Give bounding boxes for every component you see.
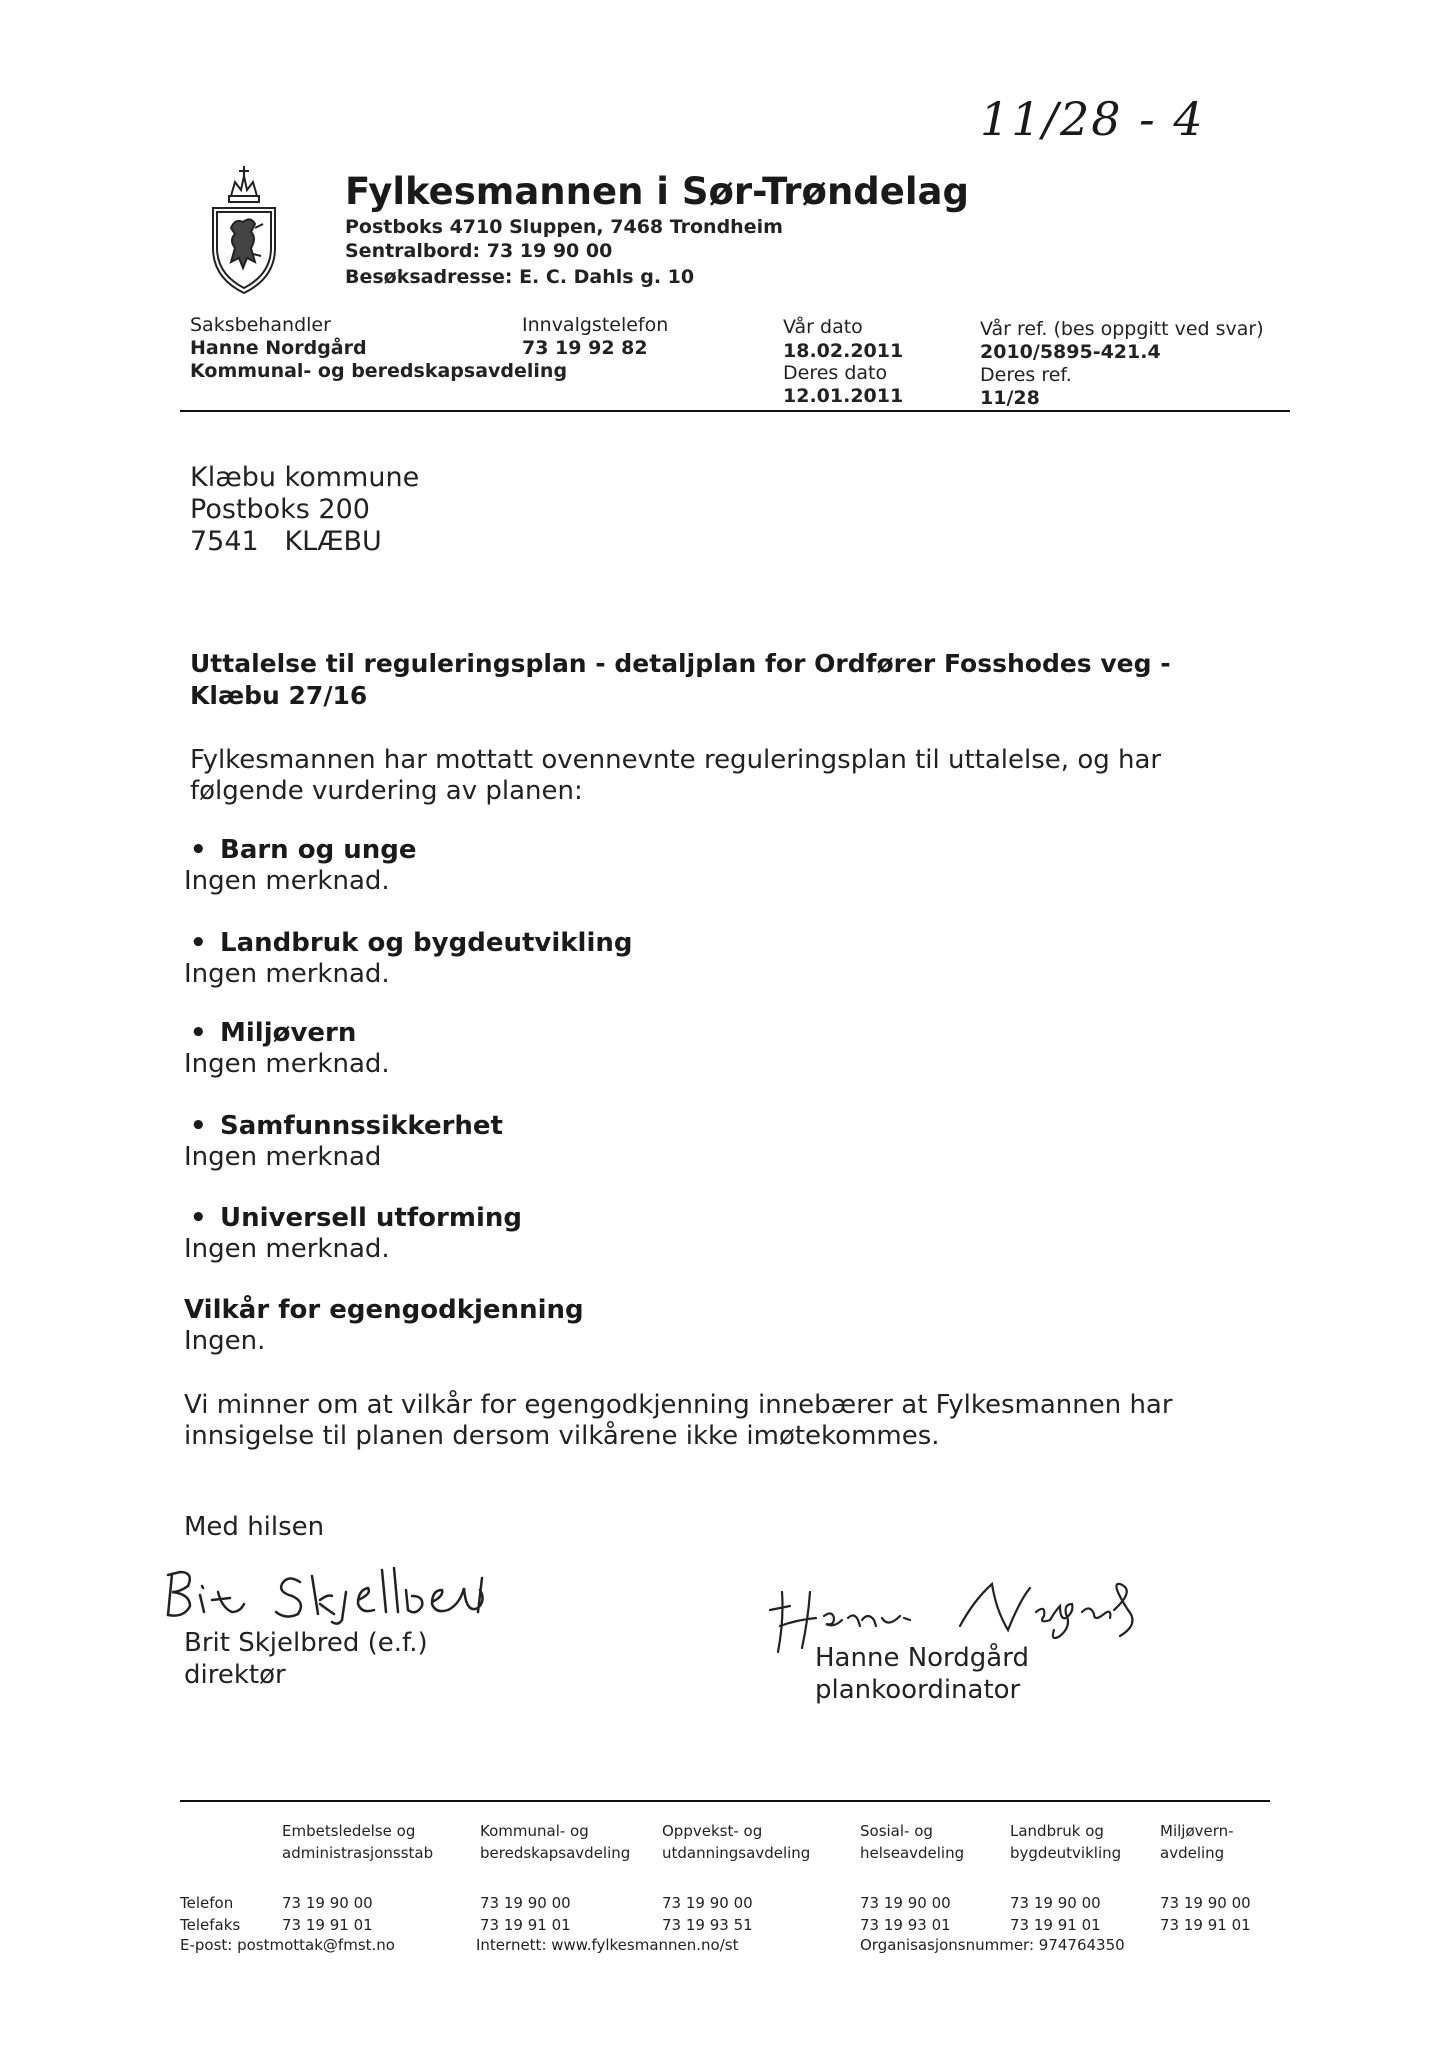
section-text: Ingen merknad: [184, 1142, 382, 1172]
footer-phone: 73 19 90 00: [662, 1894, 753, 1912]
header-divider: [180, 410, 1290, 412]
footer-phone: 73 19 90 00: [1160, 1894, 1251, 1912]
section-heading: • Samfunnssikkerhet: [190, 1111, 503, 1141]
closing-greeting: Med hilsen: [184, 1512, 325, 1542]
coat-of-arms-icon: [205, 158, 283, 298]
footer-fax: 73 19 91 01: [480, 1916, 571, 1934]
signature-brit-skjelbred: [160, 1560, 520, 1630]
switchboard: Sentralbord: 73 19 90 00: [345, 240, 613, 262]
footer-phone: 73 19 90 00: [860, 1894, 951, 1912]
footer-department: Sosial- og helseavdeling: [860, 1822, 965, 1862]
phone-label: Innvalgstelefon: [522, 314, 669, 336]
footer-department: Embetsledelse og administrasjonsstab: [282, 1822, 434, 1862]
our-ref: 2010/5895-421.4: [980, 341, 1161, 363]
phone-value: 73 19 92 82: [522, 337, 648, 359]
section-heading: • Universell utforming: [190, 1203, 522, 1233]
footer-department: Kommunal- og beredskapsavdeling: [480, 1822, 631, 1862]
visiting-address: Besøksadresse: E. C. Dahls g. 10: [345, 266, 695, 288]
footer-phone: 73 19 90 00: [282, 1894, 373, 1912]
subject-heading: Uttalelse til reguleringsplan - detaljplan for Ordfører Fosshodes veg - Klæbu 27/16: [190, 649, 1171, 710]
section-text: Ingen merknad.: [184, 959, 390, 989]
footer-fax: 73 19 91 01: [1160, 1916, 1251, 1934]
footer-phone-label: Telefon: [180, 1894, 234, 1912]
recipient-box: Postboks 200: [190, 494, 370, 525]
footer-phone: 73 19 90 00: [1010, 1894, 1101, 1912]
your-date-label: Deres dato: [783, 362, 888, 384]
footer-phone: 73 19 90 00: [480, 1894, 571, 1912]
postal-address: Postboks 4710 Sluppen, 7468 Trondheim: [345, 216, 783, 238]
footer-fax: 73 19 93 51: [662, 1916, 753, 1934]
our-date-label: Vår dato: [783, 316, 863, 338]
your-ref-label: Deres ref.: [980, 364, 1072, 386]
section-text: Ingen merknad.: [184, 1049, 390, 1079]
footer-department: Oppvekst- og utdanningsavdeling: [662, 1822, 811, 1862]
conditions-heading: Vilkår for egengodkjenning: [184, 1295, 584, 1325]
footer-fax: 73 19 91 01: [1010, 1916, 1101, 1934]
handwritten-case-number: 11/28 - 4: [980, 92, 1205, 146]
agency-name: Fylkesmannen i Sør-Trøndelag: [345, 170, 969, 213]
reminder-paragraph: Vi minner om at vilkår for egengodkjenning innebærer at Fylkesmannen har innsigelse til planen dersom vilkårene ikke imøtekommes.: [184, 1390, 1173, 1451]
section-text: Ingen merknad.: [184, 866, 390, 896]
footer-org-number: Organisasjonsnummer: 974764350: [860, 1936, 1125, 1954]
conditions-text: Ingen.: [184, 1326, 266, 1356]
your-ref: 11/28: [980, 387, 1040, 409]
intro-paragraph: Fylkesmannen har mottatt ovennevnte reguleringsplan til uttalelse, og har følgende vurdering av planen:: [190, 745, 1162, 806]
footer-email: E-post: postmottak@fmst.no: [180, 1936, 395, 1954]
handler-name: Hanne Nordgård: [190, 337, 367, 359]
recipient-postcode: 7541: [190, 526, 259, 557]
section-heading: • Miljøvern: [190, 1018, 357, 1048]
footer-fax: 73 19 91 01: [282, 1916, 373, 1934]
recipient-city: KLÆBU: [284, 526, 382, 557]
recipient-name: Klæbu kommune: [190, 462, 420, 493]
handler-department: Kommunal- og beredskapsavdeling: [190, 360, 568, 382]
footer-department: Landbruk og bygdeutvikling: [1010, 1822, 1122, 1862]
section-text: Ingen merknad.: [184, 1234, 390, 1264]
signatory-title: direktør: [184, 1660, 286, 1690]
handler-label: Saksbehandler: [190, 314, 331, 336]
our-ref-label: Vår ref. (bes oppgitt ved svar): [980, 318, 1264, 340]
footer-internet: Internett: www.fylkesmannen.no/st: [476, 1936, 739, 1954]
footer-divider: [180, 1800, 1270, 1802]
our-date: 18.02.2011: [783, 340, 904, 362]
section-heading: • Barn og unge: [190, 835, 417, 865]
section-heading: • Landbruk og bygdeutvikling: [190, 928, 633, 958]
footer-fax-label: Telefaks: [180, 1916, 241, 1934]
footer-fax: 73 19 93 01: [860, 1916, 951, 1934]
recipient-postal: [190, 526, 382, 558]
footer-department: Miljøvern- avdeling: [1160, 1822, 1234, 1862]
signatory-name: Brit Skjelbred (e.f.): [184, 1628, 428, 1658]
signatory-title: plankoordinator: [815, 1675, 1021, 1705]
signatory-name: Hanne Nordgård: [815, 1643, 1029, 1673]
your-date: 12.01.2011: [783, 385, 904, 407]
